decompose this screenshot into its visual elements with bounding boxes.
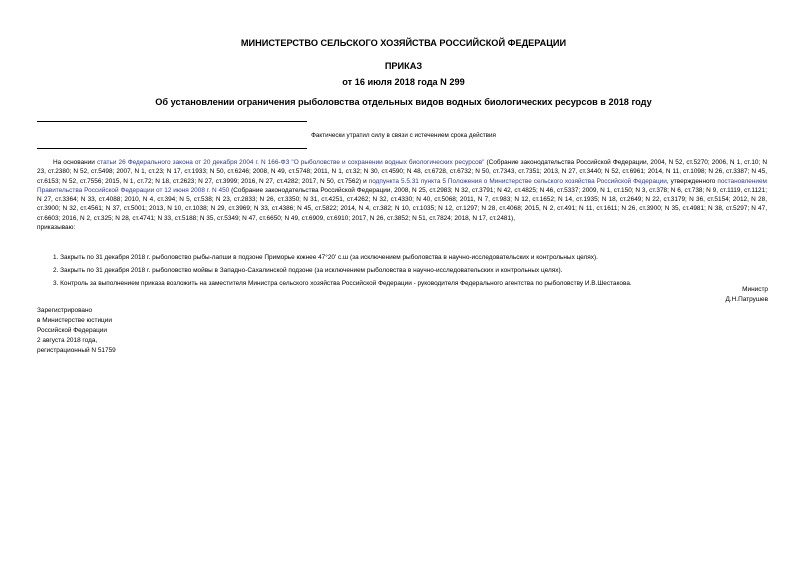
registration-line: в Министерстве юстиции (37, 317, 112, 324)
preamble-lead: На основании (53, 159, 97, 166)
preamble-text-2: , утвержденного (666, 177, 718, 185)
divider-bottom (37, 148, 307, 149)
registration-line: Зарегистрировано (37, 307, 93, 314)
order-items (37, 253, 767, 288)
preamble-text-1: (Собрание законодательства Российской Федерации, 2004, N 52, ст.5270; 2006, N 1, ст.10; N 23, ст.2380; N 52, ст.5498; 2007, N 1, ст.23; N 17, ст.1933; N 50, ст.6246; 2008, N 49, ст.5748; 2011, N 1, ст.32; N 30, ст.4590; N 48, ст.6728, ст.6732; N 50, ст.7343, ст.7351; 2013, N 27, ст.3440; N 52, ст.6961; 2014, N 11, ст.1098; N 26, ст.3387; N 45, ст.6153; N 52, ст.7556; 2015, N 1, ст.72; N 18, ст.2623; N 27, ст.3999; 2016, N 27, ст.4282; 2017, N 50, ст.7562) и (37, 159, 767, 185)
order-word: приказываю: (37, 224, 76, 232)
government-decree-link[interactable]: постановлением Правительства Российской Федерации от 12 июня 2008 г. N 450 (37, 177, 767, 194)
registration-line: регистрационный N 51759 (37, 347, 116, 354)
signature-block (726, 285, 769, 305)
registration-line: 2 августа 2018 года, (37, 337, 98, 344)
status-note: Фактически утратил силу в связи с истечением срока действия (311, 132, 496, 139)
doc-type-heading: ПРИКАЗ (384, 61, 423, 71)
regulation-subclause-link[interactable]: подпункта 5.5.31 пункта 5 Положения о Министерстве сельского хозяйства Российской Федерации (368, 177, 667, 185)
signatory-name: Д.Н.Патрушев (725, 296, 768, 303)
preamble-text-3: (Собрание законодательства Российской Федерации, 2008, N 25, ст.2983; N 32, ст.3791; N 42, ст.4825; N 46, ст.5337; 2009, N 1, ст.150; N 3, ст.378; N 6, ст.738; N 9, ст.1119, ст.1121; N 27, ст.3364; N 33, ст.4088; 2010, N 4, ст.394; N 5, ст.538; N 23, ст.2833; N 26, ст.3350; N 31, ст.4251, ст.4262; N 32, ст.4330; N 40, ст.5068; 2011, N 7, ст.983; N 12, ст.1652; N 14, ст.1935; N 18, ст.2649; N 22, ст.3179; N 36, ст.5154; 2012, N 28, ст.3900; N 32, ст.4561; N 37, ст.5001; 2013, N 10, ст.1038; N 29, ст.3969; N 33, ст.4386; N 45, ст.5822; 2014, N 4, ст.382; N 10, ст.1035; N 12, ст.1297; N 28, ст.4068; 2015, N 2, ст.491; N 11, ст.1611; N 26, ст.3900; N 35, ст.4981; N 38, ст.5297; N 47, ст.6603; 2016, N 2, ст.325; N 28, ст.4741; N 33, ст.5188; N 35, ст.5349; N 47, ст.6650; N 49, ст.6909, ст.6910; 2017, N 26, ст.3852; N 51, ст.7824; 2018, N 17, ст.2481), (37, 186, 767, 222)
order-item-2: 2. Закрыть по 31 декабря 2018 г. рыболовство мойвы в Западно-Сахалинской подзоне (за исключением рыболовства в научно-исследовательских и контрольных целях). (53, 267, 563, 274)
order-item-1: 1. Закрыть по 31 декабря 2018 г. рыболовство рыбы-лапши в подзоне Приморье южнее 47°20' с.ш (за исключением рыболовства в научно-исследовательских и контрольных целях). (53, 254, 598, 261)
ministry-heading: МИНИСТЕРСТВО СЕЛЬСКОГО ХОЗЯЙСТВА РОССИЙСКОЙ ФЕДЕРАЦИИ (240, 38, 567, 48)
registration-line: Российской Федерации (37, 327, 108, 334)
signatory-position: Министр (742, 286, 768, 293)
order-item-3: 3. Контроль за выполнением приказа возложить на заместителя Министра сельского хозяйства Российской Федерации - руководителя Федерального агентства по рыболовству И.В.Шестакова. (53, 280, 632, 287)
law-article-link[interactable]: статьи 26 Федерального закона от 20 декабря 2004 г. N 166-ФЗ "О рыболовстве и сохранении водных биологических ресурсов" (96, 159, 485, 166)
registration-block (37, 306, 116, 356)
document-title: Об установлении ограничения рыболовства отдельных видов водных биологических ресурсов в 2018 году (155, 97, 652, 107)
preamble (37, 158, 767, 232)
preamble-paragraph (37, 158, 767, 223)
date-number: от 16 июля 2018 года N 299 (342, 77, 465, 87)
divider-top (37, 121, 307, 122)
